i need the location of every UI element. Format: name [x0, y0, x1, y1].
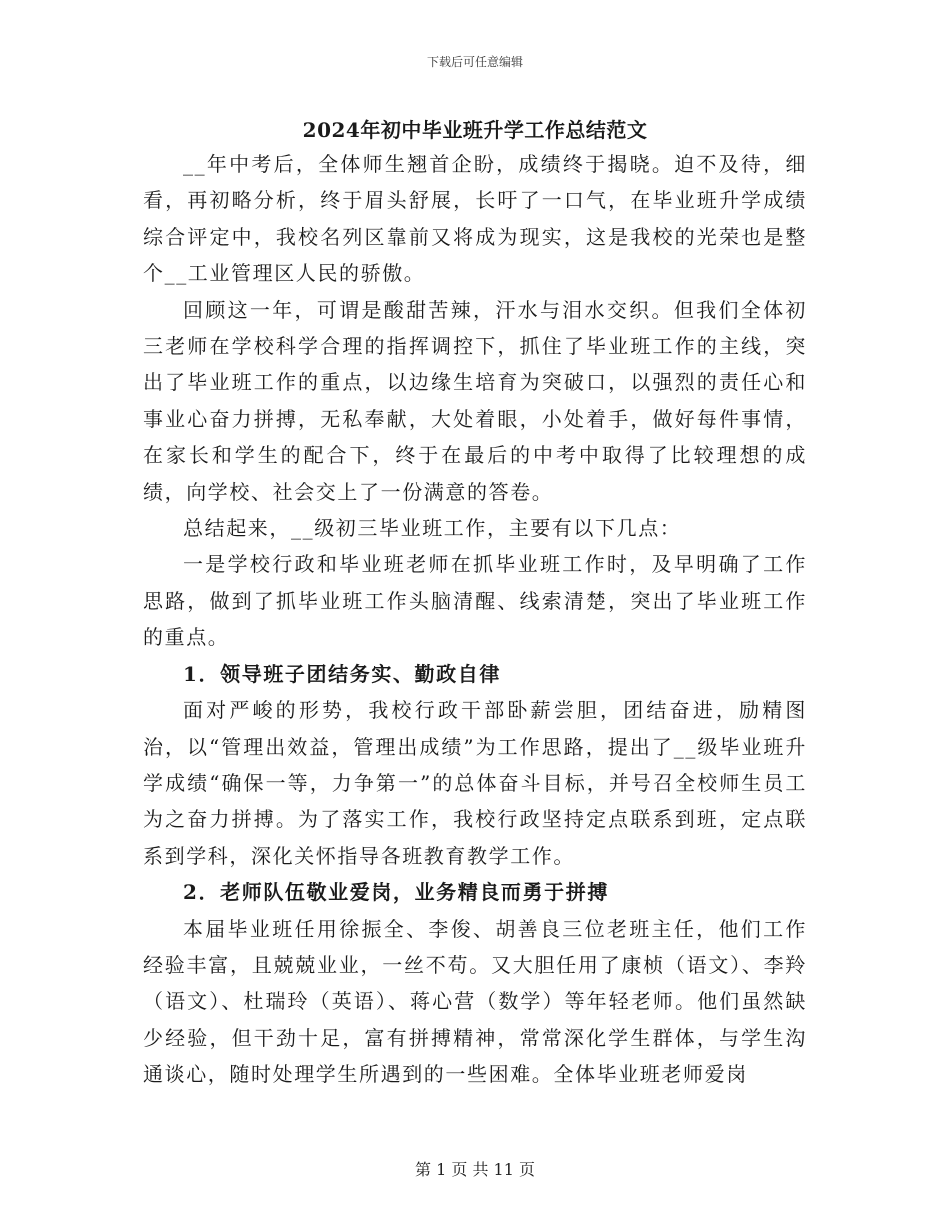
paragraph-point-one: 一是学校行政和毕业班老师在抓毕业班工作时，及早明确了工作思路，做到了抓毕业班工作头脑清醒、线索清楚，突出了毕业班工作的重点。	[143, 552, 807, 650]
paragraph-summary: 总结起来，__级初三毕业班工作，主要有以下几点：	[183, 516, 682, 541]
section-heading-teachers: 2．老师队伍敬业爱岗，业务精良而勇于拼搏	[183, 880, 609, 905]
page-number: 第 1 页 共 11 页	[415, 1160, 535, 1179]
section-heading-leadership: 1．领导班子团结务实、勤政自律	[183, 661, 501, 686]
section-paragraph-teachers: 本届毕业班任用徐振全、李俊、胡善良三位老班主任，他们工作经验丰富，且兢兢业业，一丝不苟。又大胆任用了康桢（语文）、李羚（语文）、杜瑞玲（英语）、蒋心营（数学）等年轻老师。他们虽然缺少经验，但干劲十足，富有拼搏精神，常常深化学生群体，与学生沟通谈心，随时处理学生所遇到的一些困难。全体毕业班老师爱岗	[143, 916, 807, 1087]
document-body	[143, 146, 807, 1093]
section-paragraph-leadership: 面对严峻的形势，我校行政干部卧薪尝胆，团结奋进，励精图治，以“管理出效益，管理出成绩”为工作思路，提出了__级毕业班升学成绩“确保一等，力争第一”的总体奋斗目标，并号召全校师生员工为之奋力拼搏。为了落实工作，我校行政坚持定点联系到班，定点联系到学科，深化关怀指导各班教育教学工作。	[143, 698, 807, 868]
document-title: 2024年初中毕业班升学工作总结范文	[302, 118, 648, 142]
paragraph-intro: __年中考后，全体师生翘首企盼，成绩终于揭晓。迫不及待，细看，再初略分析，终于眉头舒展，长吁了一口气，在毕业班升学成绩综合评定中，我校名列区靠前又将成为现实，这是我校的光荣也是整个__工业管理区人民的骄傲。	[143, 152, 807, 286]
paragraph-review: 回顾这一年，可谓是酸甜苦辣，汗水与泪水交织。但我们全体初三老师在学校科学合理的指挥调控下，抓住了毕业班工作的主线，突出了毕业班工作的重点，以边缘生培育为突破口，以强烈的责任心和事业心奋力拼搏，无私奉献，大处着眼，小处着手，做好每件事情，在家长和学生的配合下，终于在最后的中考中取得了比较理想的成绩，向学校、社会交上了一份满意的答卷。	[143, 297, 807, 504]
header-note: 下载后可任意编辑	[426, 55, 523, 69]
